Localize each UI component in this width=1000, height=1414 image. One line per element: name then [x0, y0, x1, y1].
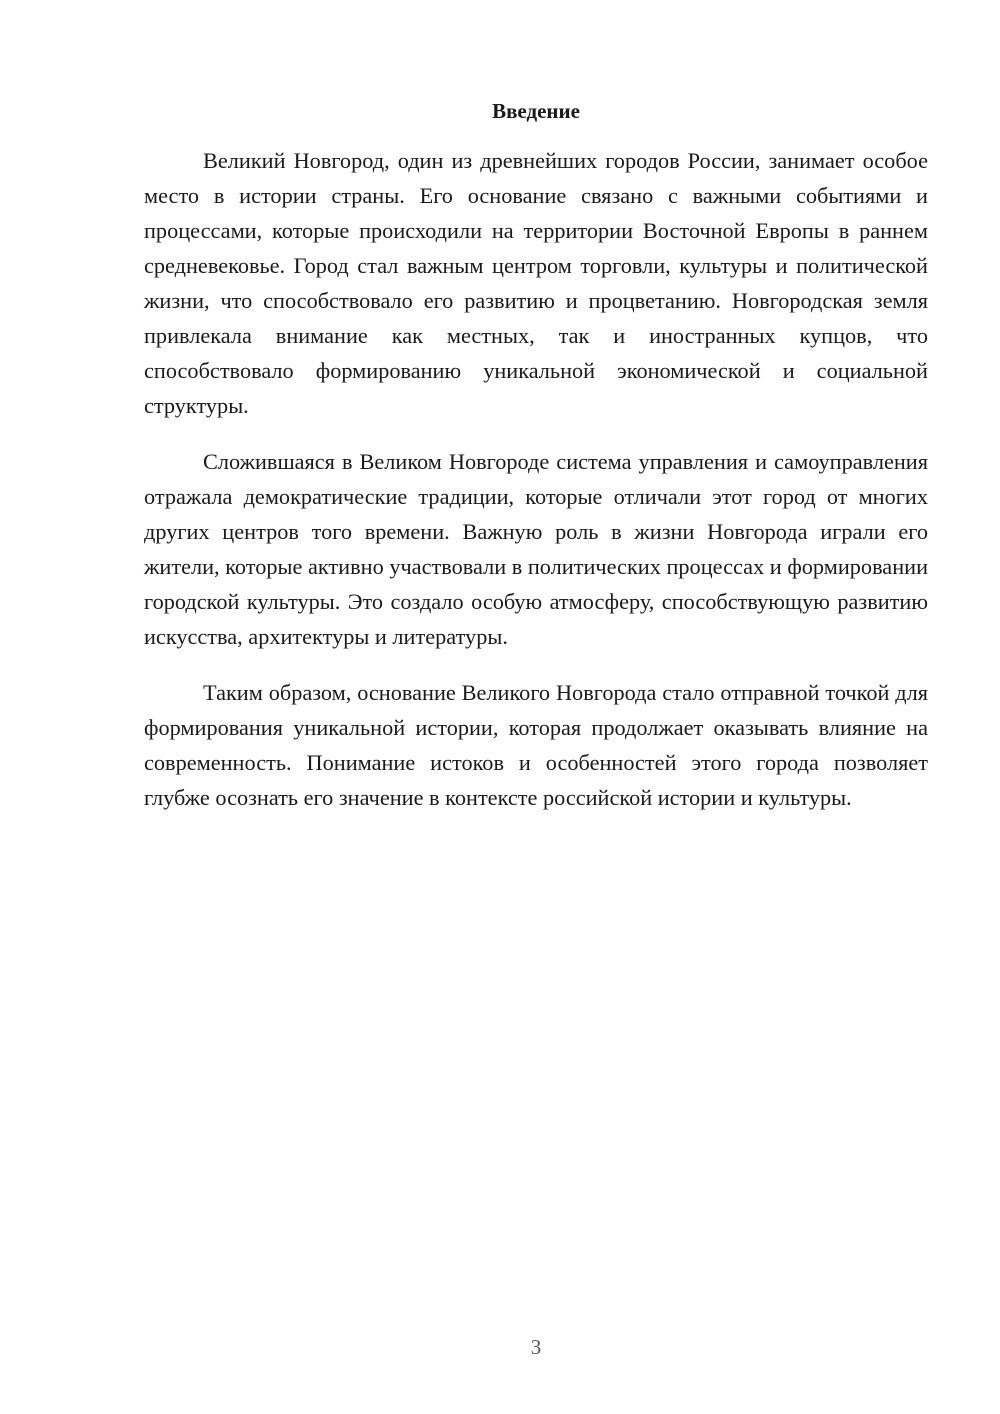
page-number: 3: [530, 1335, 542, 1359]
paragraph-2: Сложившаяся в Великом Новгороде система управления и самоуправления отражала демократические традиции, которые отличали этот город от многих других центров того времени. Важную роль в жизни Новгорода играли его жители, которые активно участвовали в политических процессах и формировании городской культуры. Это создало особую атмосферу, способствующую развитию искусства, архитектуры и литературы.: [144, 449, 928, 649]
section-heading: Введение: [492, 99, 580, 123]
paragraph-3: Таким образом, основание Великого Новгорода стало отправной точкой для формирования уникальной истории, которая продолжает оказывать влияние на современность. Понимание истоков и особенностей этого города позволяет глубже осознать его значение в контексте российской истории и культуры.: [144, 680, 928, 810]
paragraph-1: Великий Новгород, один из древнейших городов России, занимает особое место в истории страны. Его основание связано с важными событиями и процессами, которые происходили на территории Восточной Европы в раннем средневековье. Город стал важным центром торговли, культуры и политической жизни, что способствовало его развитию и процветанию. Новгородская земля привлекала внимание как местных, так и иностранных купцов, что способствовало формированию уникальной экономической и социальной структуры.: [144, 148, 928, 418]
body-text: [144, 143, 928, 836]
